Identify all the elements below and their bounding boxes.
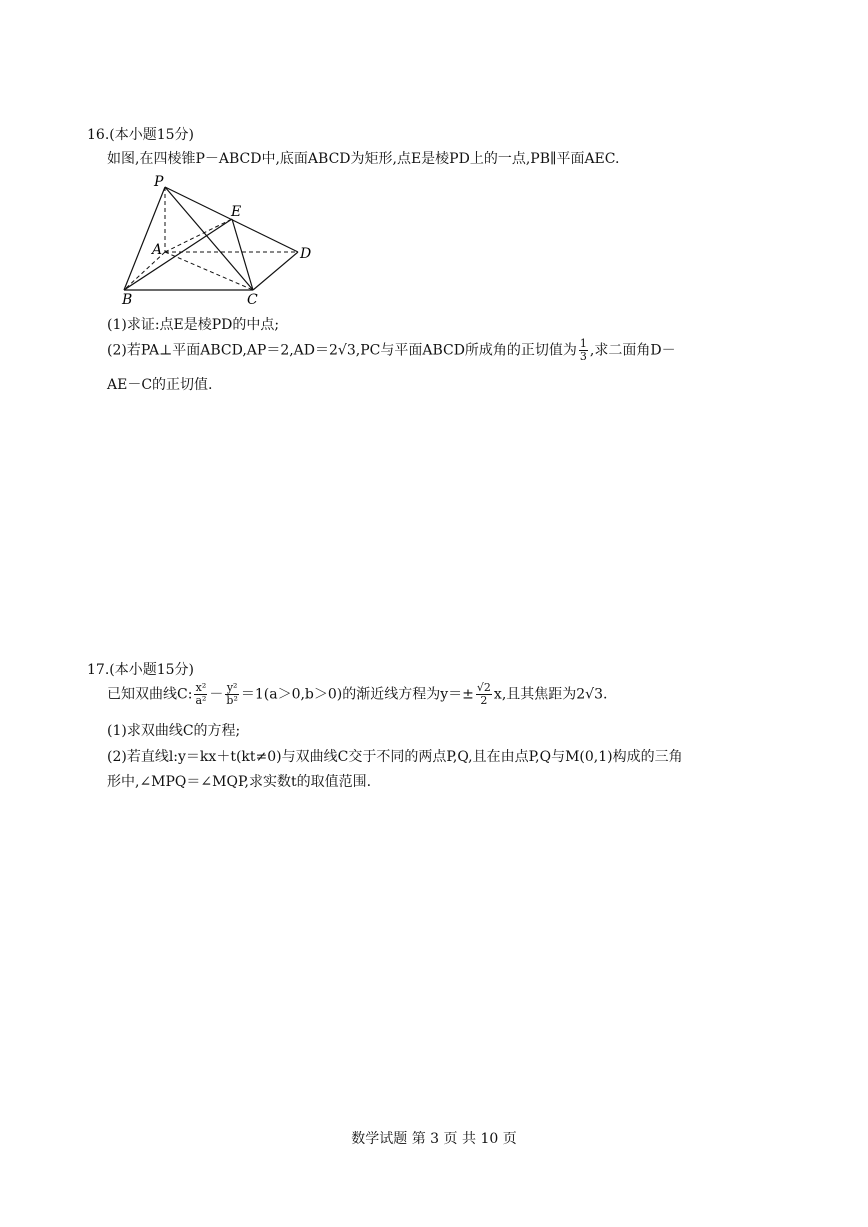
q17-part1: (1)求双曲线C的方程; [107, 723, 241, 739]
q16-fraction: $\frac{1}{3}$ [579, 337, 587, 363]
q16-part1: (1)求证:点E是棱PD的中点; [107, 317, 280, 333]
label-e: E [231, 204, 242, 220]
label-a: A [152, 242, 163, 258]
q16-stem: 如图,在四棱锥P－ABCD中,底面ABCD为矩形,点E是棱PD上的一点,PB∥平面AEC. [107, 151, 620, 167]
q17-fraction-x: $\frac{\text{x²}}{\text{a²}}$ [195, 681, 207, 707]
label-d: D [300, 246, 312, 262]
pyramid-figure [110, 170, 330, 310]
label-c: C [247, 292, 258, 308]
label-p: P [154, 174, 164, 190]
q17-fraction-root2: $\frac{√2}{2}$ [476, 681, 491, 707]
page-footer: 数学试题 第 3 页 共 10 页 [351, 1131, 517, 1147]
q16-part2-line1 [107, 338, 676, 363]
q17-fraction-y: $\frac{\text{y²}}{\text{b²}}$ [226, 681, 238, 707]
q17-minus: － [209, 686, 224, 703]
label-b: B [122, 292, 133, 308]
q16-part2-text-a: (2)若PA⊥平面ABCD,AP＝2,AD＝2√3,PC与平面ABCD所成角的正切值为 [107, 342, 577, 359]
q16-part2-text-b: ,求二面角D－ [589, 342, 676, 359]
q17-part2-line1: (2)若直线l:y＝kx＋t(kt≠0)与双曲线C交于不同的两点P,Q,且在由点P,Q与M(0,1)构成的三角 [107, 749, 683, 765]
q17-stem-text-a: 已知双曲线C: [107, 686, 193, 703]
q17-stem-text-c: x,且其焦距为2√3. [493, 686, 608, 703]
q16-header: 16.(本小题15分) [87, 127, 195, 143]
q17-header: 17.(本小题15分) [87, 662, 195, 678]
q17-part2-line2: 形中,∠MPQ＝∠MQP,求实数t的取值范围. [107, 774, 372, 790]
q17-stem-text-b: ＝1(a＞0,b＞0)的渐近线方程为y＝± [240, 686, 474, 703]
q17-stem [107, 682, 607, 707]
q16-part2-line2: AE－C的正切值. [107, 377, 213, 393]
